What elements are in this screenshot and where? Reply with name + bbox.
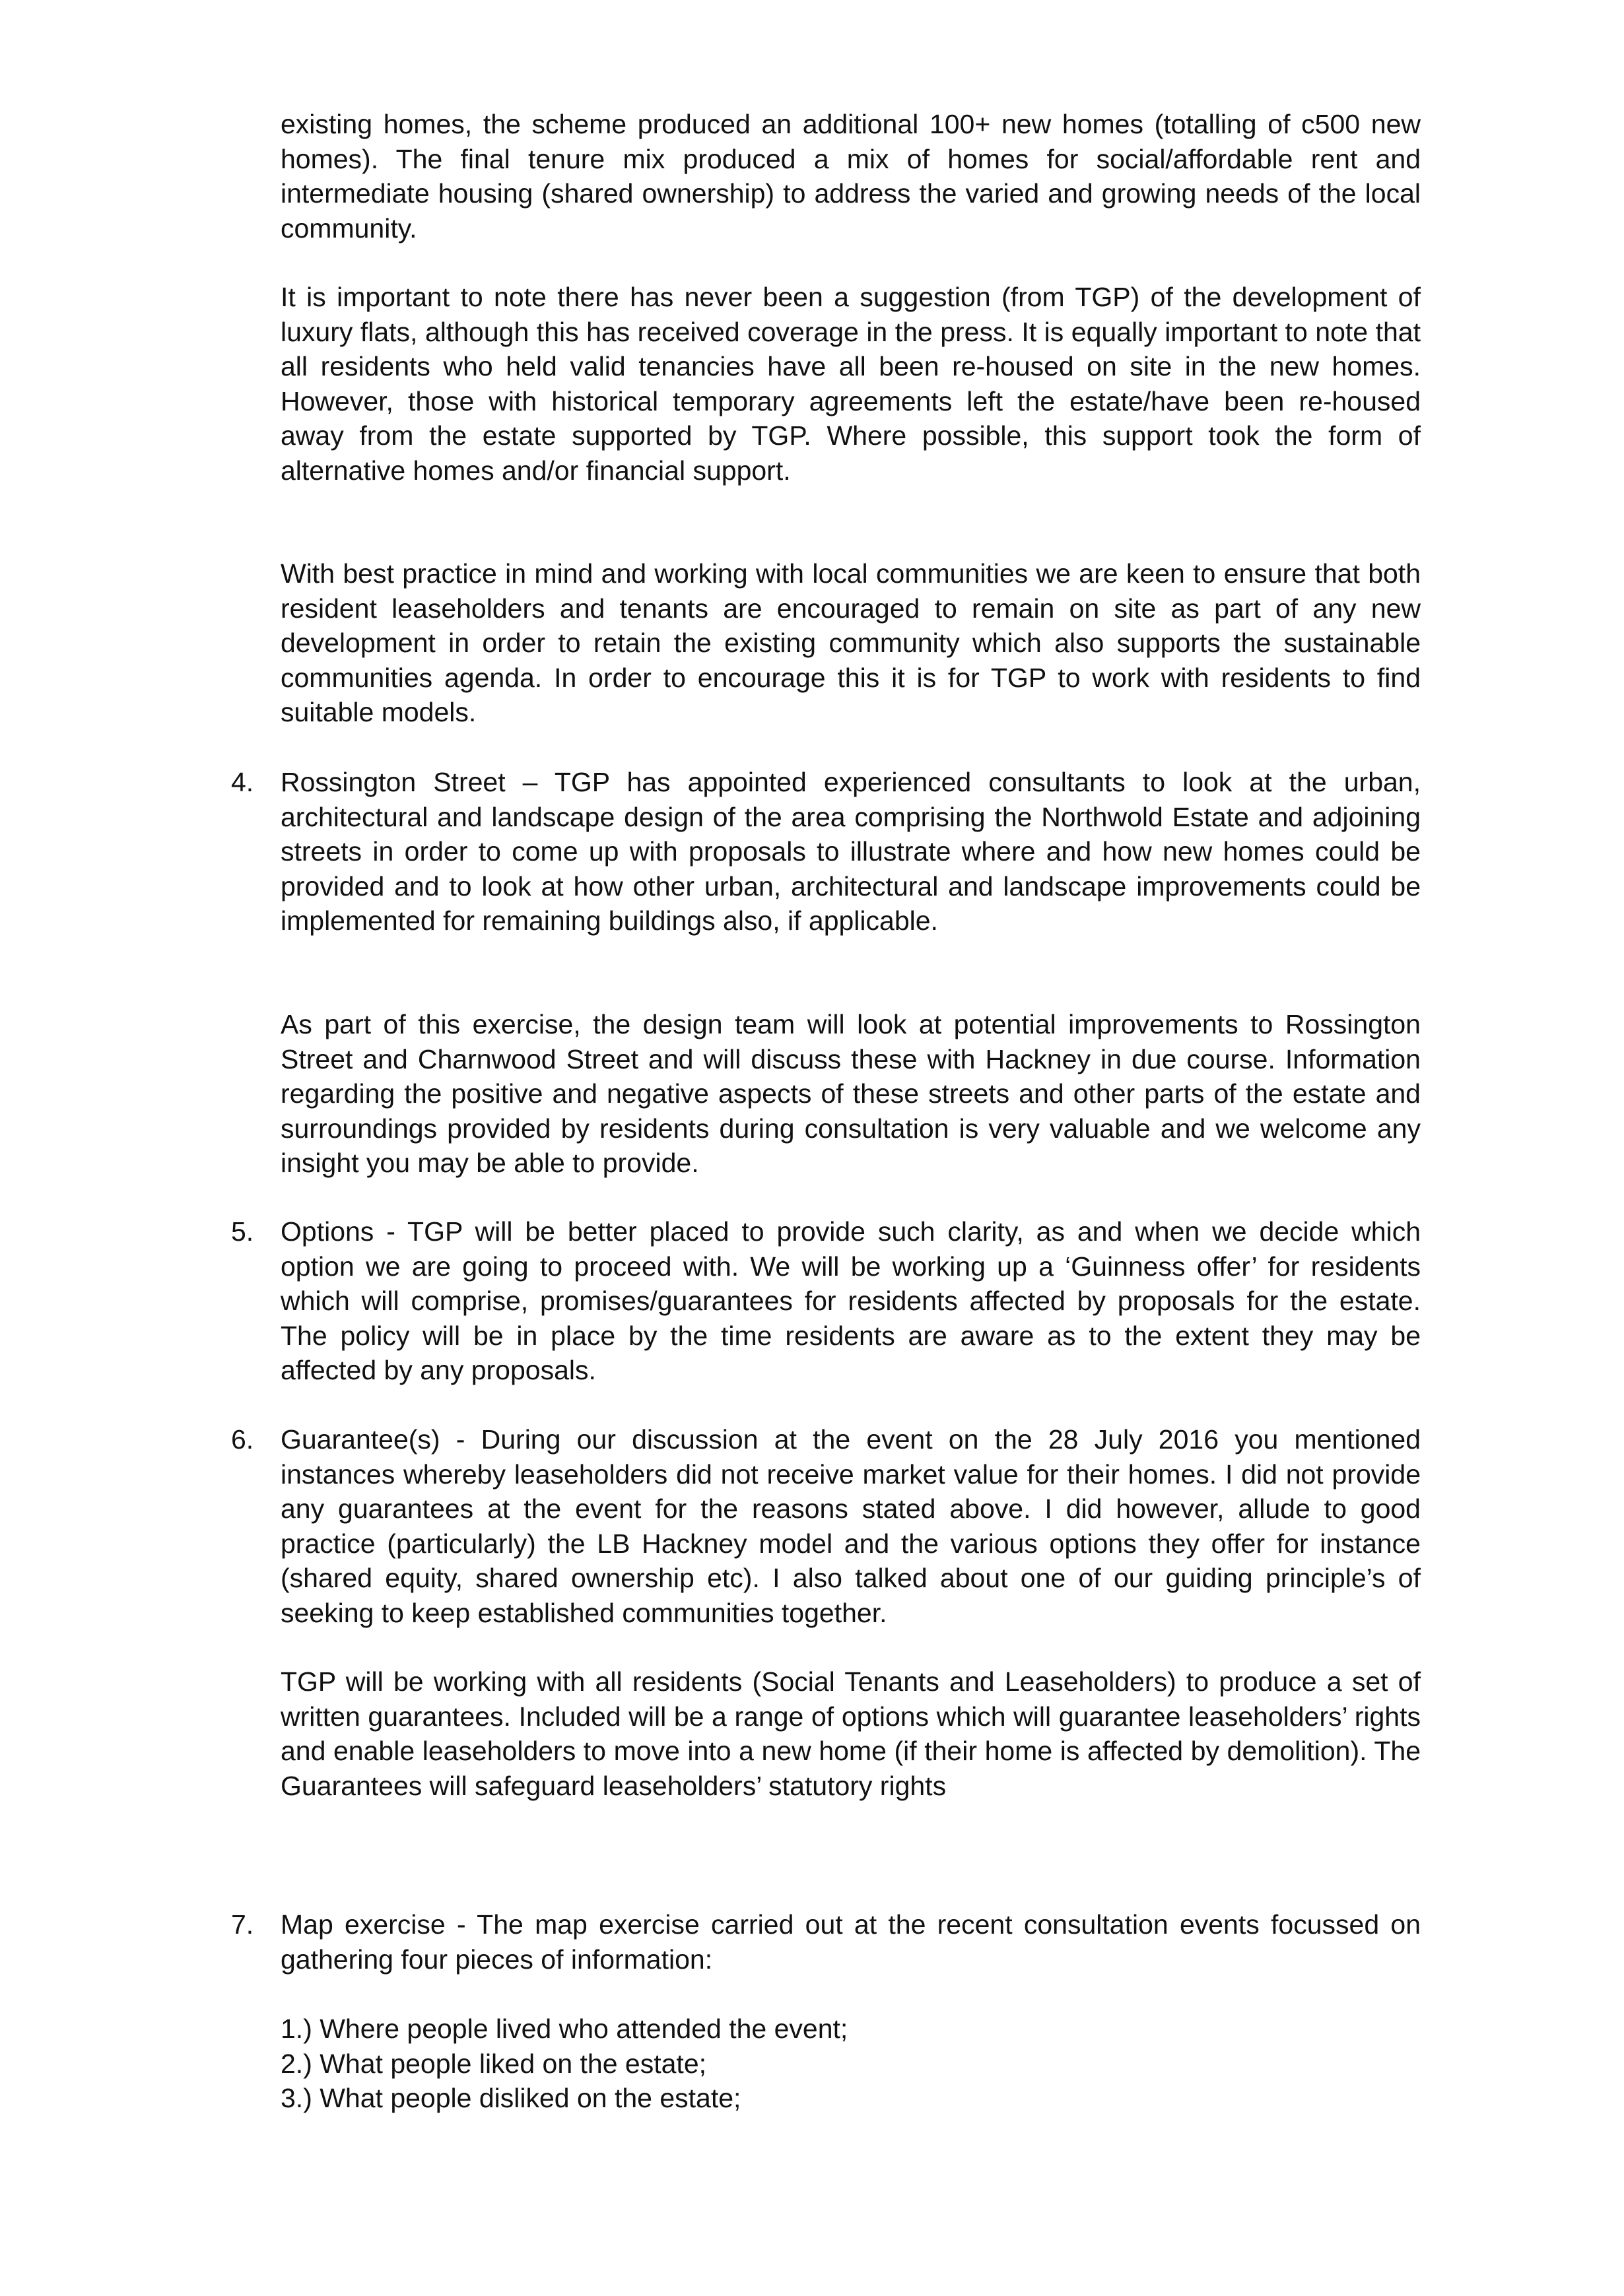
map-exercise-sublist: [281, 2012, 1403, 2116]
list-number: 6.: [231, 1424, 254, 1455]
list-item-text: Guarantee(s) - During our discussion at the event on the 28 July 2016 you mentioned instances whereby leaseholders did not receive market value for their homes. I did not provide any guarantees at the event for the reasons stated above. I did however, allude to good practice (particularly) the LB Hackney model and the various options they offer for instance (shared equity, shared ownership etc). I also talked about one of our guiding principle’s of seeking to keep established communities together.: [281, 1424, 1421, 1628]
list-item-text: Map exercise - The map exercise carried out at the recent consultation events focussed on gathering four pieces of information:: [281, 1909, 1421, 1975]
paragraph-text: With best practice in mind and working with local communities we are keen to ensure that both resident leaseholders and tenants are encouraged to remain on site as part of any new development in order to retain the existing community which also supports the sustainable communities agenda. In order to encourage this it is for TGP to work with residents to find suitable models.: [281, 558, 1421, 727]
list-number: 4.: [231, 767, 254, 797]
list-item-5-options: [231, 1214, 1421, 1388]
intro-paragraph-1: [281, 107, 1421, 246]
sublist-item-2: 2.) What people liked on the estate;: [281, 2048, 707, 2079]
list-item-6-guarantees: [231, 1422, 1421, 1630]
intro-paragraph-2: [281, 280, 1421, 488]
paragraph-text: TGP will be working with all residents (Social Tenants and Leaseholders) to produce a set of written guarantees. Included will be a range of options which will guarantee leaseholders’ rights and enable leaseholders to move into a new home (if their home is affected by demolition). The Guarantees will safeguard leaseholders’ statutory rights: [281, 1666, 1421, 1801]
paragraph-text: existing homes, the scheme produced an additional 100+ new homes (totalling of c500 new homes). The final tenure mix produced a mix of homes for social/affordable rent and intermediate housing (shared ownership) to address the varied and growing needs of the local community.: [281, 109, 1421, 244]
list-item-7-map-exercise: [231, 1907, 1421, 1977]
paragraph-text: It is important to note there has never been a suggestion (from TGP) of the development of luxury flats, although this has received coverage in the press. It is equally important to note that all residents who held valid tenancies have all been re-housed on site in the new homes. However, those with historical temporary agreements left the estate/have been re-housed away from the estate supported by TGP. Where possible, this support took the form of alternative homes and/or financial support.: [281, 282, 1421, 486]
guarantees-followup-paragraph: [281, 1664, 1421, 1803]
list-item-text: Rossington Street – TGP has appointed experienced consultants to look at the urban, architectural and landscape design of the area comprising the Northwold Estate and adjoining streets in order to come up with proposals to illustrate where and how new homes could be provided and to look at how other urban, architectural and landscape improvements could be implemented for remaining buildings also, if applicable.: [281, 767, 1421, 936]
sublist-item-3: 3.) What people disliked on the estate;: [281, 2083, 741, 2113]
list-number: 7.: [231, 1909, 254, 1940]
list-item-text: Options - TGP will be better placed to provide such clarity, as and when we decide which option we are going to proceed with. We will be working up a ‘Guinness offer’ for residents which will comprise, promises/guarantees for residents affected by proposals for the estate. The policy will be in place by the time residents are aware as to the extent they may be affected by any proposals.: [281, 1216, 1421, 1385]
intro-paragraph-3: [281, 556, 1421, 730]
list-item-4-rossington-street: [231, 765, 1421, 938]
list-number: 5.: [231, 1216, 254, 1247]
sublist-item-1: 1.) Where people lived who attended the event;: [281, 2014, 848, 2044]
paragraph-text: As part of this exercise, the design team will look at potential improvements to Rossington Street and Charnwood Street and will discuss these with Hackney in due course. Information regarding the positive and negative aspects of these streets and other parts of the estate and surroundings provided by residents during consultation is very valuable and we welcome any insight you may be able to provide.: [281, 1009, 1421, 1178]
rossington-followup-paragraph: [281, 1007, 1421, 1181]
